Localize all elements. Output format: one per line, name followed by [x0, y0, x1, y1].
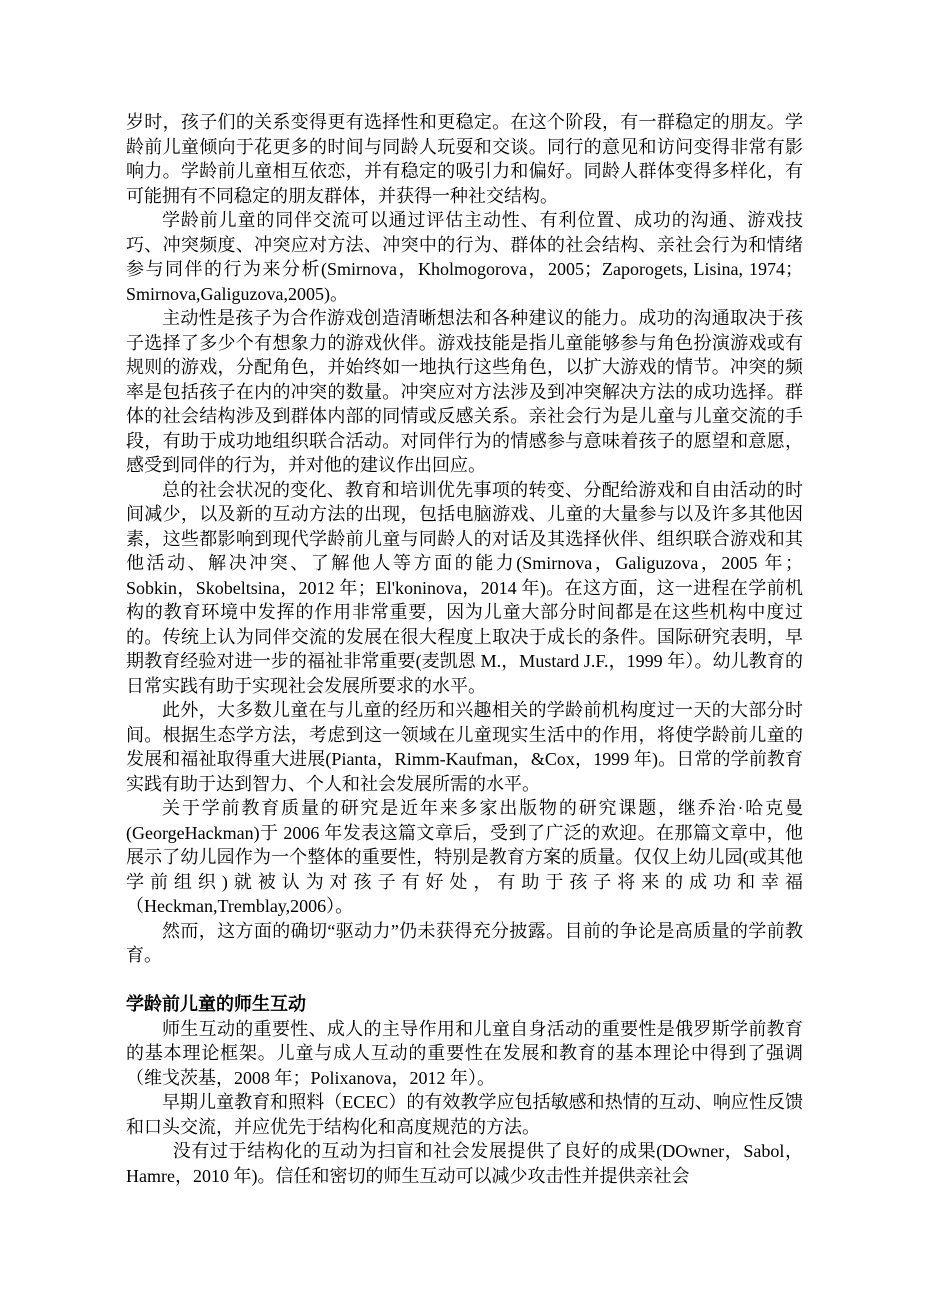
paragraph-ecec-effective-teaching: 早期儿童教育和照料（ECEC）的有效教学应包括敏感和热情的互动、响应性反馈和口头交流，并应优先于结构化和高度规范的方法。 — [126, 1092, 803, 1137]
paragraph-unstructured-interaction-outcomes: 没有过于结构化的互动为扫盲和社会发展提供了良好的成果(DOwner，Sabol，Hamre，2010 年)。信任和密切的师生互动可以减少攻击性并提供亲社会 — [126, 1141, 803, 1186]
paragraph-peer-relations-continuation: 岁时，孩子们的关系变得更有选择性和更稳定。在这个阶段，有一群稳定的朋友。学龄前儿童倾向于花更多的时间与同龄人玩耍和交谈。同行的意见和访问变得非常有影响力。学龄前儿童相互依恋，并有稳定的吸引力和偏好。同龄人群体变得多样化，有可能拥有不同稳定的朋友群体，并获得一种社交结构。 — [126, 112, 803, 206]
section-heading-teacher-child-interaction: 学龄前儿童的师生互动 — [126, 994, 306, 1014]
paragraph-peer-communication-analysis: 学龄前儿童的同伴交流可以通过评估主动性、有利位置、成功的沟通、游戏技巧、冲突频度、冲突应对方法、冲突中的行为、群体的社会结构、亲社会行为和情绪参与同伴的行为来分析(Smirnova，Kholmogorova，2005；Zaporogets, Lisina, 1974； Smirnova,Galiguzova,2005)。 — [126, 210, 803, 304]
paragraph-russian-preschool-framework: 师生互动的重要性、成人的主导作用和儿童自身活动的重要性是俄罗斯学前教育的基本理论框架。儿童与成人互动的重要性在发展和教育的基本理论中得到了强调（维戈茨基，2008 年；Polixanova，2012 年）。 — [126, 1018, 803, 1088]
paragraph-social-situation-changes: 总的社会状况的变化、教育和培训优先事项的转变、分配给游戏和自由活动的时间减少，以及新的互动方法的出现，包括电脑游戏、儿童的大量参与以及许多其他因素，这些都影响到现代学龄前儿童与同龄人的对话及其选择伙伴、组织联合游戏和其他活动、解决冲突、了解他人等方面的能力(Smirnova，Galiguzova，2005 年；Sobkin，Skobeltsina，2012 年；El'koninova，2014 年)。在这方面，这一进程在学前机构的教育环境中发挥的作用非常重要，因为儿童大部分时间都是在这些机构中度过的。传统上认为同伴交流的发展在很大程度上取决于成长的条件。国际研究表明，早期教育经验对进一步的福祉非常重要(麦凯恩 M.，Mustard J.F.，1999 年）。幼儿教育的日常实践有助于实现社会发展所要求的水平。 — [126, 479, 803, 696]
paragraph-ecological-approach: 此外，大多数儿童在与儿童的经历和兴趣相关的学龄前机构度过一天的大部分时间。根据生态学方法，考虑到这一领域在儿童现实生活中的作用，将使学龄前儿童的发展和福祉取得重大进展(Pianta，Rimm-Kaufman，&Cox，1999 年)。日常的学前教育实践有助于达到智力、个人和社会发展所需的水平。 — [126, 700, 803, 794]
paragraph-initiative-definition: 主动性是孩子为合作游戏创造清晰想法和各种建议的能力。成功的沟通取决于孩子选择了多少个有想象力的游戏伙伴。游戏技能是指儿童能够参与角色扮演游戏或有规则的游戏，分配角色，并始终如一地执行这些角色，以扩大游戏的情节。冲突的频率是包括孩子在内的冲突的数量。冲突应对方法涉及到冲突解决方法的成功选择。群体的社会结构涉及到群体内部的同情或反感关系。亲社会行为是儿童与儿童交流的手段，有助于成功地组织联合活动。对同伴行为的情感参与意味着孩子的愿望和意愿，感受到同伴的行为，并对他的建议作出回应。 — [126, 308, 803, 475]
paragraph-preschool-quality-research: 关于学前教育质量的研究是近年来多家出版物的研究课题，继乔治·哈克曼(GeorgeHackman)于 2006 年发表这篇文章后，受到了广泛的欢迎。在那篇文章中，他展示了幼儿园作为一个整体的重要性，特别是教育方案的质量。仅仅上幼儿园(或其他学前组织)就被认为对孩子有好处，有助于孩子将来的成功和幸福（Heckman,Tremblay,2006）。 — [126, 798, 803, 916]
paragraph-driving-force: 然而，这方面的确切“驱动力”仍未获得充分披露。目前的争论是高质量的学前教育。 — [126, 920, 803, 965]
